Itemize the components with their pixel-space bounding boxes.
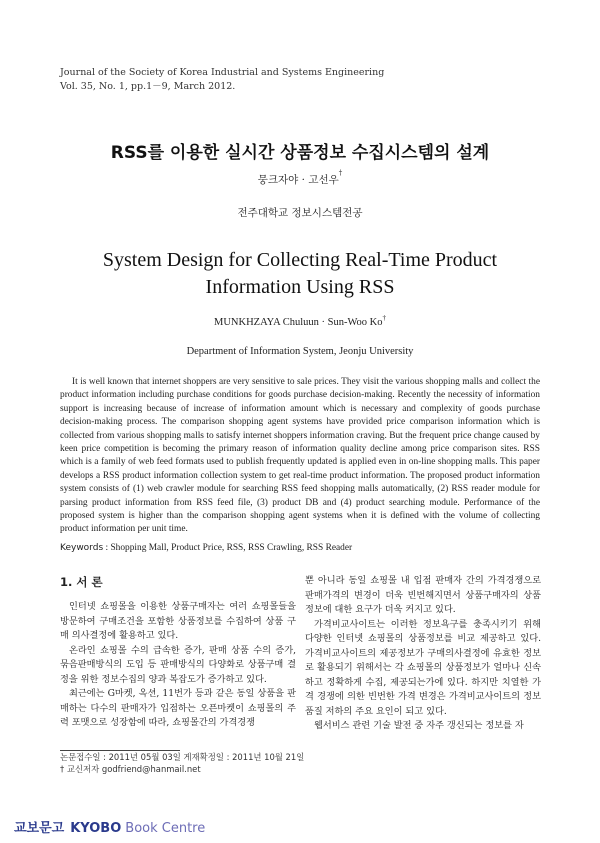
keywords-separator: : xyxy=(103,543,111,553)
corresponding-author-mark: † xyxy=(338,169,343,177)
corresponding-author-note xyxy=(60,764,304,776)
paragraph: 최근에는 G마켓, 옥션, 11번가 등과 같은 동일 상품을 판매하는 다수의 판매자가 입점하는 오픈마켓이 쇼핑몰의 주력 포맷으로 성장함에 따라, 쇼핑몰간의 가격경쟁 xyxy=(60,688,296,728)
english-author-names: MUNKHZAYA Chuluun · Sun-Woo Ko xyxy=(213,317,383,328)
footnote xyxy=(60,752,304,775)
paragraph: 가격비교사이트는 이러한 정보욕구를 충족시키기 위해 다양한 인터넷 쇼핑몰의 상품정보를 비교 제공하고 있다. 가격비교사이트의 제공정보가 구매의사결정에 유효한 정보로 활용되기 위해서는 각 쇼핑몰의 상품정보가 얼마나 신속하고 정확하게 수집, 제공되는가에 있다. 하지만 치열한 가격 경쟁에 의한 빈번한 가격 변경은 가격비교사이트의 정보품질 저하의 주요 요인이 되고 있다. xyxy=(305,618,541,717)
received-dates: 논문접수일 : 2011년 05월 03일 게재확정일 : 2011년 10월 21일 xyxy=(60,752,305,762)
keywords-text: Shopping Mall, Product Price, RSS, RSS Crawling, RSS Reader xyxy=(110,543,353,553)
korean-author-names: 뭉크자야 · 고선우 xyxy=(257,174,339,186)
abstract: It is well known that internet shoppers are very sensitive to sale prices. They visit the various shopping malls and collect the product information including purchase conditions for goods purchase decision-making. Recently the necessity of information support is increasing because of increase of information amount which is necessary and complexity of goods purchase decision-making process. The comparison shopping agent systems have provided price comparison information which is collected from various shopping malls to satisfy internet shoppers information craving. But the frequent price change caused by keen price competition is becoming the primary reason of information quality decline among price comparison sites. RSS which is a family of web feed formats used to publish frequently updated is applied even in on-line shopping malls. This paper develops a RSS product information collection system to get real-time product information. The proposed product information system consists of (1) web crawler module for searching RSS feed shopping malls automatically, (2) RSS reader module for parsing product information from RSS feed file, (3) product DB and (4) product searching module. Performance of the proposed system is higher than the comparison shopping agent systems when it is defined with the volume of collecting product information per unit time. xyxy=(60,377,540,535)
body-column-right xyxy=(305,574,541,734)
english-affiliation: Department of Information System, Jeonju University xyxy=(186,346,414,357)
journal-name: Journal of the Society of Korea Industrial and Systems Engineering xyxy=(60,67,385,78)
footnote-rule xyxy=(60,750,180,751)
english-corresponding-mark: † xyxy=(382,314,387,322)
journal-volume: Vol. 35, No. 1, pp.1－9, March 2012. xyxy=(60,81,236,92)
paragraph: 뿐 아니라 동일 쇼핑몰 내 입점 판매자 간의 가격경쟁으로 판매가격의 변경이 더욱 빈번해지면서 상품구매자의 상품정보에 대한 요구가 더욱 커지고 있다. xyxy=(305,575,541,615)
section-heading: 1. 서 론 xyxy=(60,575,103,589)
body-column-left xyxy=(60,574,296,731)
korean-authors xyxy=(0,169,600,187)
journal-header xyxy=(60,66,384,94)
footnote-mark: † xyxy=(60,763,65,774)
brand-korean: 교보문고 xyxy=(14,821,65,836)
korean-affiliation: 전주대학교 정보시스템전공 xyxy=(237,207,363,219)
paragraph: 웹서비스 관련 기술 발전 중 자주 갱신되는 정보를 자 xyxy=(314,720,524,731)
kyobo-logo xyxy=(14,817,205,836)
english-title-line1: System Design for Collecting Real-Time Product xyxy=(102,249,498,271)
keywords xyxy=(60,543,540,553)
brand-suffix: Book Centre xyxy=(125,821,206,836)
english-authors xyxy=(0,314,600,328)
paragraph: 인터넷 쇼핑몰을 이용한 상품구매자는 여러 쇼핑몰들을 방문하여 구매조건을 포함한 상품정보를 수집하여 상품 구매 의사결정에 활용하고 있다. xyxy=(60,601,296,641)
paragraph: 온라인 쇼핑몰 수의 급속한 증가, 판매 상품 수의 증가, 묶음판매방식의 도입 등 판매방식의 다양화로 상품구매 결정을 위한 정보수집의 양과 복잡도가 증가하고 있다. xyxy=(60,644,296,685)
english-title-line2: Information Using RSS xyxy=(205,276,395,298)
corresponding-email: 교신저자 godfriend@hanmail.net xyxy=(64,763,201,774)
brand-english: KYOBO xyxy=(70,821,122,836)
keywords-label: Keywords xyxy=(60,543,104,553)
english-title xyxy=(0,247,600,301)
korean-title: RSS를 이용한 실시간 상품정보 수집시스템의 설계 xyxy=(110,143,490,163)
